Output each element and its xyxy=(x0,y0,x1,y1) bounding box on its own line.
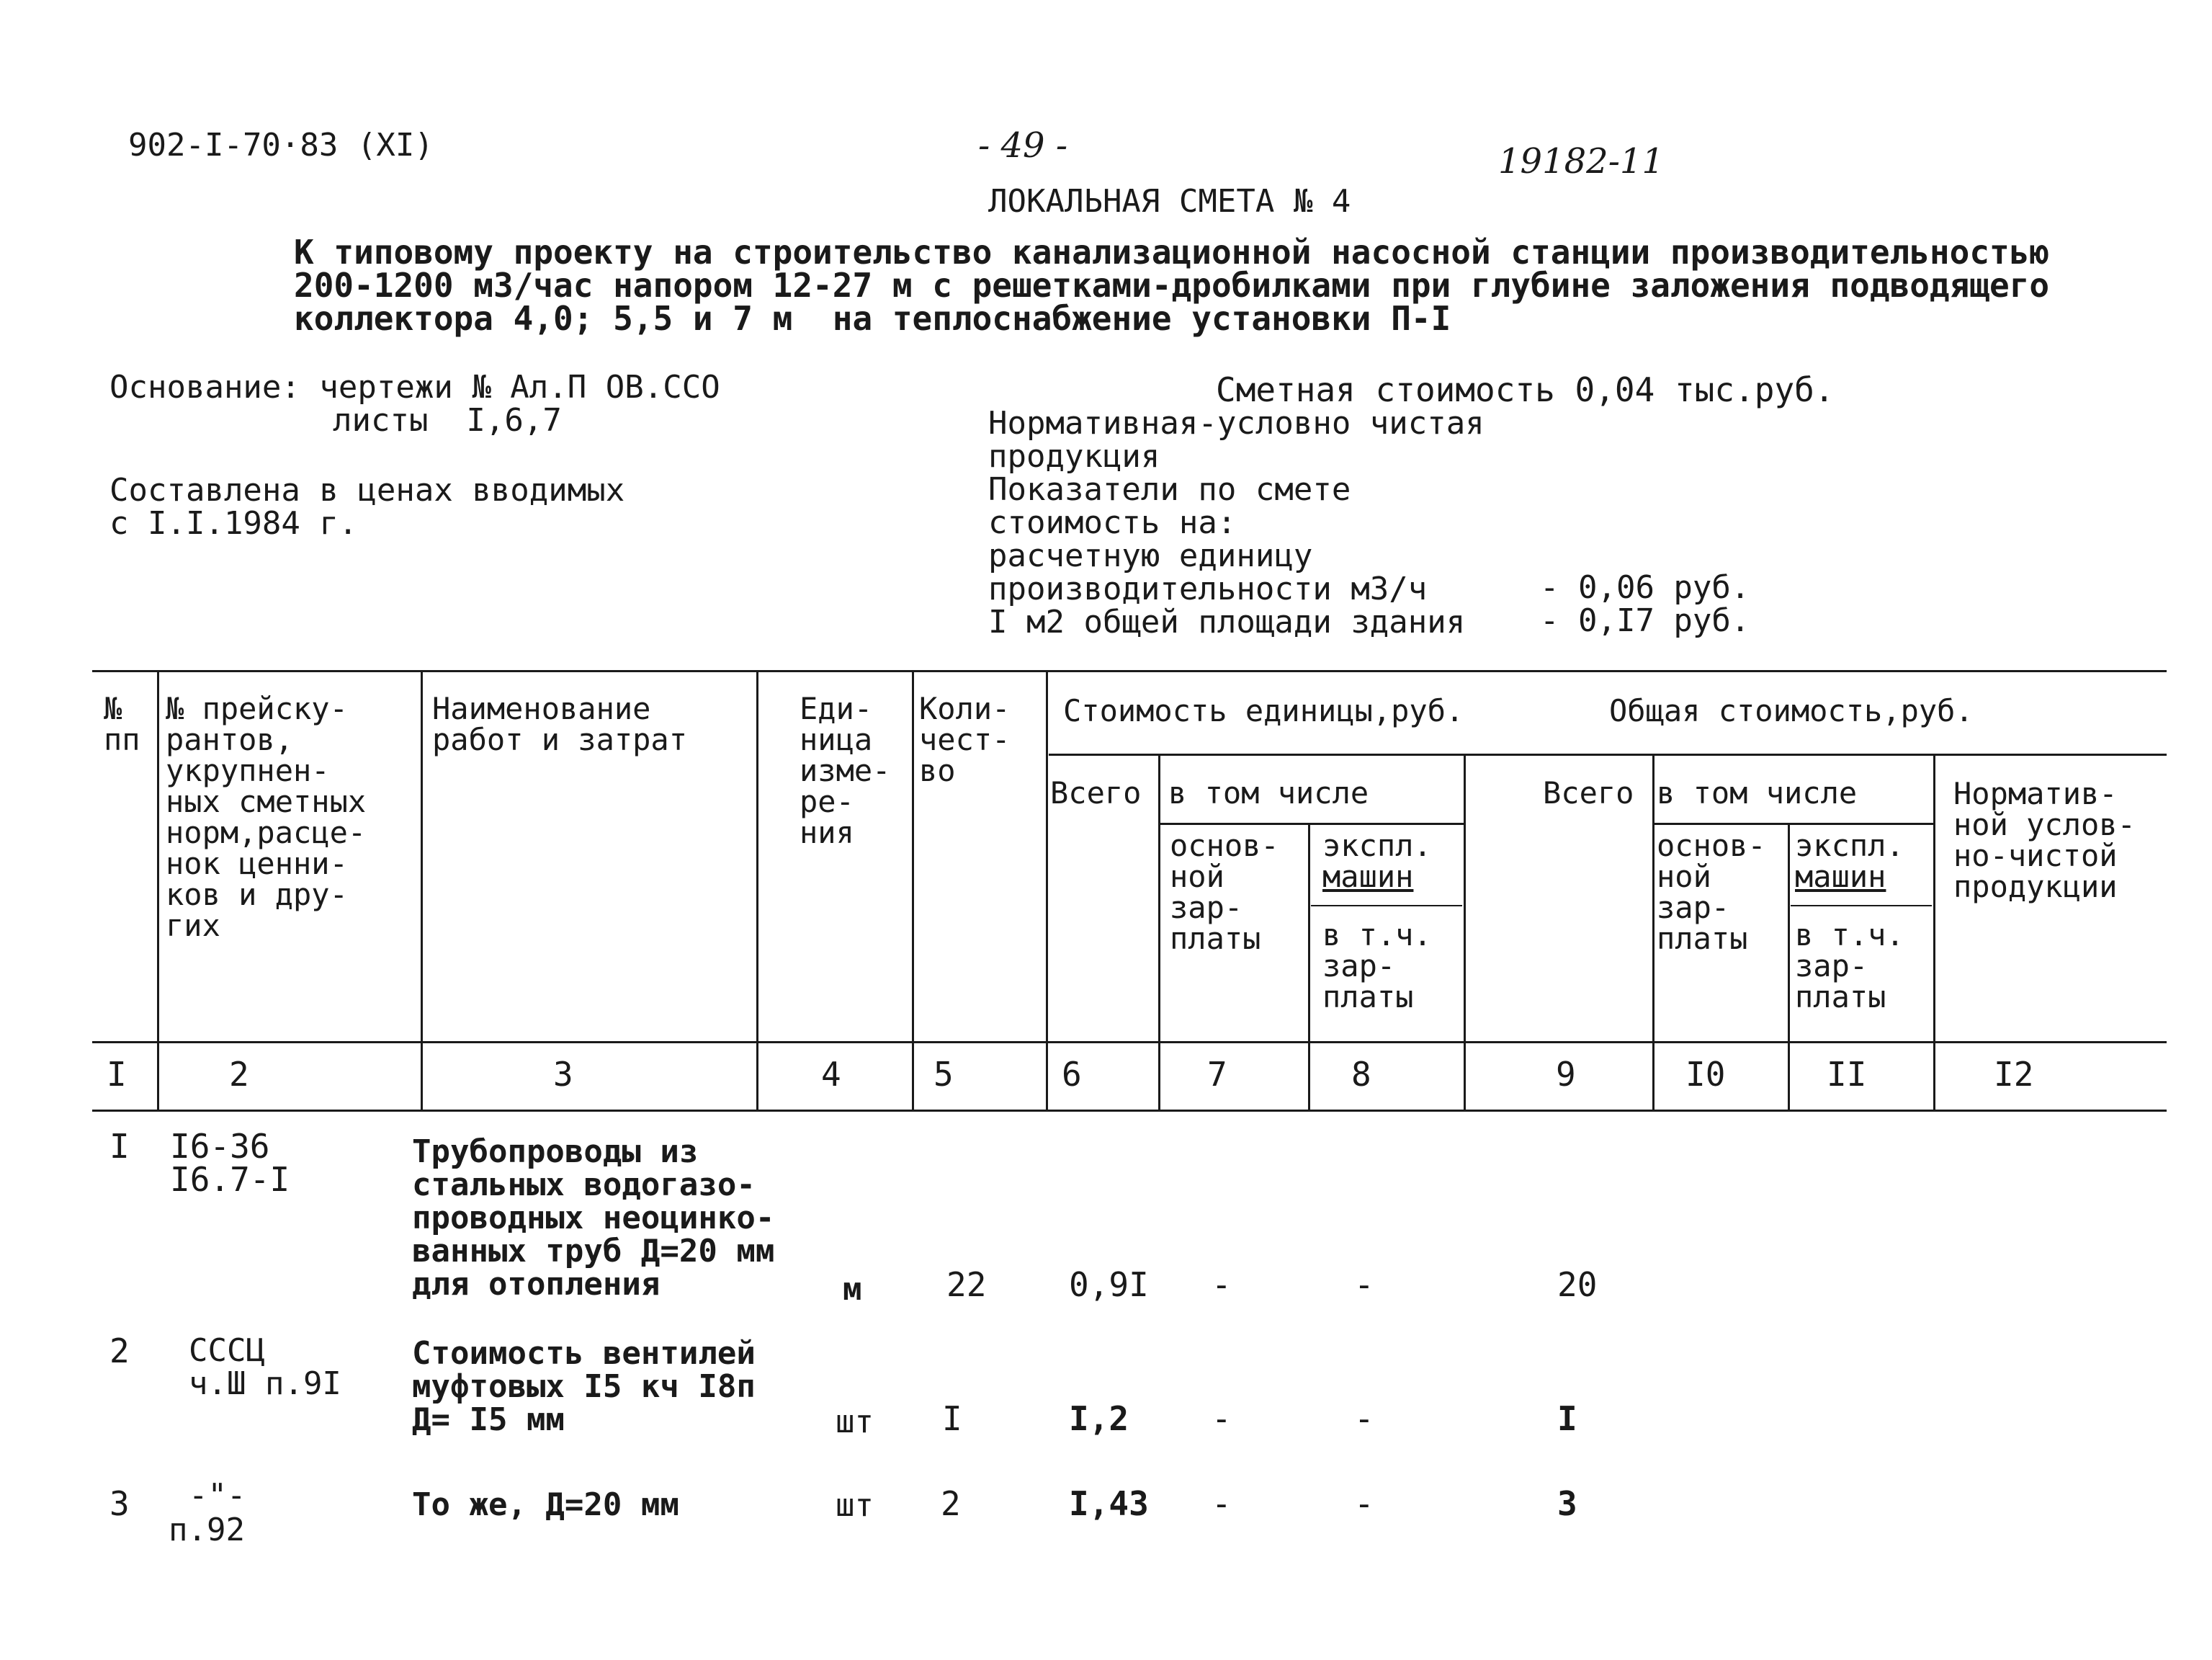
prices-block xyxy=(109,474,624,540)
row-unit-wage: - xyxy=(1212,1484,1232,1523)
header-text: ре- xyxy=(800,784,854,819)
column-number: 9 xyxy=(1556,1055,1576,1094)
header-text: пп xyxy=(104,722,140,757)
area-cost-label: I м2 общей площади здания xyxy=(988,604,1466,641)
header-unit-cost: Стоимость единицы,руб. xyxy=(1063,693,1464,728)
header-unit-base-wage xyxy=(1170,830,1279,954)
row-number: 3 xyxy=(109,1484,130,1523)
header-subrule xyxy=(1049,754,2167,756)
header-text: продукции xyxy=(1953,869,2118,904)
area-cost-value: - 0,I7 руб. xyxy=(1540,602,1750,639)
subtitle-line: 200-1200 м3/час напором 12-27 м с решетками-дробилками при глубине заложения подводящего xyxy=(294,266,2050,305)
row-unit-machines: - xyxy=(1354,1265,1374,1304)
row-quantity: 22 xyxy=(946,1265,987,1304)
row-unit-wage: - xyxy=(1212,1399,1232,1438)
indicator-line: стоимость на: xyxy=(988,504,1237,541)
header-text: ков и дру- xyxy=(166,877,348,912)
header-text: экспл. xyxy=(1795,828,1904,863)
header-text: в т.ч. xyxy=(1795,917,1904,952)
cell-text: стальных водогазо- xyxy=(412,1166,756,1203)
header-text: ной услов- xyxy=(1953,807,2136,842)
header-text: Еди- xyxy=(800,691,873,726)
header-text: платы xyxy=(1795,979,1886,1014)
header-total-cost: Общая стоимость,руб. xyxy=(1609,693,1974,728)
indicator-line: Показатели по смете xyxy=(988,471,1351,508)
column-number: II xyxy=(1827,1055,1867,1094)
cell-text: Трубопроводы из xyxy=(412,1133,699,1170)
estimate-title: ЛОКАЛЬНАЯ СМЕТА № 4 xyxy=(988,183,1351,220)
header-text: платы xyxy=(1657,921,1748,956)
prices-line: Составлена в ценах вводимых xyxy=(109,472,625,509)
row-work-name xyxy=(412,1486,679,1523)
column-number: 3 xyxy=(553,1055,573,1094)
column-divider xyxy=(912,670,914,1111)
header-unit-total: Всего xyxy=(1050,775,1142,811)
handwritten-stamp: 19182-11 xyxy=(1498,141,1664,182)
header-overall-including: в том числе xyxy=(1657,775,1858,811)
basis-sheets: листы I,6,7 xyxy=(333,402,562,439)
header-text: № прейску- xyxy=(166,691,348,726)
header-overall-total: Всего xyxy=(1543,775,1634,811)
numbers-bottom-rule xyxy=(92,1110,2167,1112)
header-text: укрупнен- xyxy=(166,753,330,788)
estimate-subtitle xyxy=(294,233,2050,338)
header-text: Норматив- xyxy=(1953,776,2118,811)
cell-text: То же, Д=20 мм xyxy=(412,1486,679,1523)
header-text: зар- xyxy=(1657,890,1730,925)
unit-cost-value: - 0,06 руб. xyxy=(1540,569,1750,606)
header-col-name xyxy=(432,693,687,755)
row-unit-machines: - xyxy=(1354,1399,1374,1438)
header-text: машин xyxy=(1322,859,1414,894)
indicator-line: продукция xyxy=(988,438,1160,475)
row-price-ref-detail xyxy=(189,1367,341,1401)
column-divider xyxy=(421,670,423,1111)
header-col-unit xyxy=(800,693,890,848)
header-subrule xyxy=(1160,823,1464,825)
cell-text: муфтовых I5 кч I8п xyxy=(412,1368,756,1405)
row-work-name xyxy=(412,1135,774,1301)
header-subrule xyxy=(1654,823,1933,825)
subtitle-line: К типовому проекту на строительство канализационной насосной станции производительностью xyxy=(294,233,2050,272)
header-text: рантов, xyxy=(166,722,294,757)
document-code: 902-I-70·83 (XI) xyxy=(128,127,434,164)
header-text: чест- xyxy=(919,722,1011,757)
header-text: норм,расце- xyxy=(166,815,367,850)
header-unit-machines xyxy=(1322,830,1432,892)
header-text: но-чистой xyxy=(1953,838,2118,873)
row-total: 20 xyxy=(1557,1265,1598,1304)
column-number: 4 xyxy=(821,1055,841,1094)
cell-text: проводных неоцинко- xyxy=(412,1200,775,1236)
unit-cost-label: производительности м3/ч xyxy=(988,571,1428,607)
column-number: 8 xyxy=(1351,1055,1371,1094)
row-price-ref-detail xyxy=(169,1513,245,1548)
column-divider xyxy=(1788,823,1790,1111)
cell-text: СССЦ xyxy=(189,1332,265,1369)
header-unit-machine-wage xyxy=(1322,919,1432,1012)
row-price-ref xyxy=(170,1127,290,1199)
column-divider xyxy=(1652,754,1654,1111)
header-subrule xyxy=(1791,905,1932,906)
basis-block xyxy=(109,371,720,437)
header-text: зар- xyxy=(1322,948,1396,983)
column-number: I0 xyxy=(1685,1055,1726,1094)
row-quantity: 2 xyxy=(941,1484,961,1523)
header-text: ния xyxy=(800,815,854,850)
header-text: машин xyxy=(1795,859,1886,894)
header-text: № xyxy=(104,691,122,726)
header-text: ница xyxy=(800,722,873,757)
row-unit-total: 0,9I xyxy=(1069,1265,1149,1304)
header-text: Коли- xyxy=(919,691,1011,726)
column-number: I2 xyxy=(1994,1055,2034,1094)
header-unit-including: в том числе xyxy=(1168,775,1369,811)
header-bottom-rule xyxy=(92,1041,2167,1043)
header-text: платы xyxy=(1170,921,1261,956)
estimated-cost: Сметная стоимость 0,04 тыс.руб. xyxy=(1216,370,1835,409)
header-text: изме- xyxy=(800,753,891,788)
header-text: Наименование xyxy=(432,691,651,726)
row-work-name xyxy=(412,1337,756,1437)
header-text: ной xyxy=(1657,859,1711,894)
header-col-quantity xyxy=(919,693,1010,786)
header-text: работ и затрат xyxy=(432,722,688,757)
cell-text: I6-36 xyxy=(170,1127,270,1166)
cost-indicators xyxy=(988,407,1485,639)
prices-date: с I.I.1984 г. xyxy=(109,505,358,542)
column-number: 5 xyxy=(933,1055,954,1094)
header-text: основ- xyxy=(1657,828,1766,863)
row-quantity: I xyxy=(942,1399,962,1438)
cell-text: ванных труб Д=20 мм xyxy=(412,1233,775,1269)
header-text: зар- xyxy=(1170,890,1243,925)
basis-drawings: Основание: чертежи № Ал.П ОВ.ССО xyxy=(109,369,720,406)
row-number: I xyxy=(109,1127,130,1166)
header-total-base-wage xyxy=(1657,830,1766,954)
header-normative-product xyxy=(1953,778,2136,902)
header-text: зар- xyxy=(1795,948,1868,983)
header-text: в т.ч. xyxy=(1322,917,1432,952)
header-subrule xyxy=(1311,905,1462,906)
column-divider xyxy=(1158,754,1160,1111)
subtitle-line: коллектора 4,0; 5,5 и 7 м на теплоснабжение установки П-I xyxy=(294,299,1451,338)
header-col-number xyxy=(104,693,140,755)
row-unit-total: I,2 xyxy=(1069,1399,1129,1438)
column-divider xyxy=(157,670,159,1111)
row-number: 2 xyxy=(109,1331,130,1370)
row-price-ref xyxy=(189,1478,246,1513)
row-total: I xyxy=(1557,1399,1577,1438)
cell-text: Д= I5 мм xyxy=(412,1401,565,1438)
cell-text: п.92 xyxy=(169,1512,245,1548)
indicator-line: Нормативная-условно чистая xyxy=(988,405,1485,442)
page-number: - 49 - xyxy=(978,125,1068,166)
cell-text: I6.7-I xyxy=(170,1160,290,1199)
header-text: ной xyxy=(1170,859,1224,894)
indicator-line: расчетную единицу xyxy=(988,537,1313,574)
header-total-machines xyxy=(1795,830,1904,892)
column-divider xyxy=(1464,754,1466,1111)
cell-text: Стоимость вентилей xyxy=(412,1335,756,1372)
cell-text: ч.Ш п.9I xyxy=(189,1365,341,1402)
header-col-price-ref xyxy=(166,693,366,941)
header-text: ных сметных xyxy=(166,784,367,819)
column-number: 6 xyxy=(1062,1055,1082,1094)
header-total-machine-wage xyxy=(1795,919,1904,1012)
row-unit-wage: - xyxy=(1212,1265,1232,1304)
header-text: нок ценни- xyxy=(166,846,348,881)
header-text: гих xyxy=(166,908,220,943)
column-number: I xyxy=(107,1055,127,1094)
row-unit-machines: - xyxy=(1354,1484,1374,1523)
row-unit-total: I,43 xyxy=(1069,1484,1149,1523)
row-unit: шт xyxy=(836,1404,874,1440)
table-top-rule xyxy=(92,670,2167,672)
header-text: платы xyxy=(1322,979,1414,1014)
header-text: экспл. xyxy=(1322,828,1432,863)
column-divider xyxy=(1046,670,1048,1111)
column-divider xyxy=(756,670,758,1111)
row-total: 3 xyxy=(1557,1484,1577,1523)
column-divider xyxy=(1308,823,1310,1111)
column-number: 7 xyxy=(1207,1055,1227,1094)
cell-text: для отопления xyxy=(412,1266,661,1303)
column-number: 2 xyxy=(229,1055,249,1094)
row-unit: м xyxy=(843,1271,862,1308)
cell-text: -"- xyxy=(189,1477,246,1514)
header-text: основ- xyxy=(1170,828,1279,863)
column-divider xyxy=(1933,754,1935,1111)
row-unit: шт xyxy=(836,1487,874,1524)
header-text: во xyxy=(919,753,956,788)
row-price-ref xyxy=(189,1334,265,1367)
